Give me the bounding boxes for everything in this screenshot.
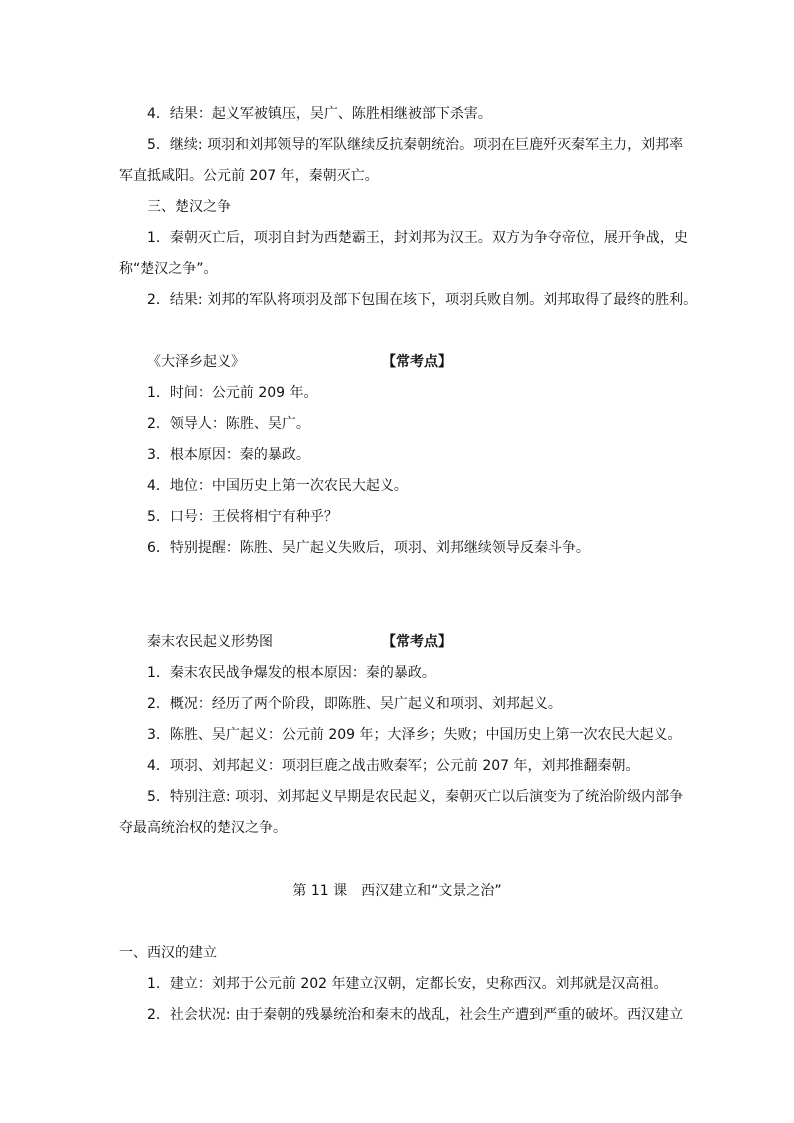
list-item: 4．地位：中国历史上第一次农民大起义。 — [147, 478, 408, 494]
list-item: 5．口号：王侯将相宁有种乎？ — [147, 509, 338, 525]
continue-line-2: 军直抵咸阳。公元前 207 年，秦朝灭亡。 — [119, 168, 379, 184]
section-heading-xihan: 一、西汉的建立 — [119, 945, 217, 961]
list-item: 2．概况：经历了两个阶段，即陈胜、吴广起义和项羽、刘邦起义。 — [147, 696, 562, 712]
uprising-map-title: 秦末农民起义形势图 — [147, 634, 273, 650]
list-item: 1．时间：公元前 209 年。 — [147, 385, 318, 401]
result-line: 4．结果：起义军被镇压，吴广、陈胜相继被部下杀害。 — [147, 106, 492, 122]
lesson-title: 第 11 课 西汉建立和“文景之治” — [292, 883, 502, 899]
section-heading-chuhan: 三、楚汉之争 — [147, 199, 231, 215]
continue-line: 5．继续: 项羽和刘邦领导的军队继续反抗秦朝统治。项羽在巨鹿歼灭秦军主力，刘邦率 — [147, 137, 684, 153]
list-item: 5．特别注意: 项羽、刘邦起义早期是农民起义，秦朝灭亡以后演变为了统治阶级内部争 — [147, 789, 684, 805]
list-item: 4．项羽、刘邦起义：项羽巨鹿之战击败秦军；公元前 207 年，刘邦推翻秦朝。 — [147, 758, 640, 774]
chuhan-line-2: 2．结果: 刘邦的军队将项羽及部下包围在垓下，项羽兵败自刎。刘邦取得了最终的胜利。 — [147, 292, 698, 308]
chuhan-line-1: 1．秦朝灭亡后，项羽自封为西楚霸王，封刘邦为汉王。双方为争夺帝位，展开争战，史 — [147, 230, 688, 246]
chuhan-line-1b: 称“楚汉之争”。 — [119, 261, 218, 277]
dazexiang-title: 《大泽乡起义》 — [147, 354, 245, 370]
xihan-line-1: 1．建立：刘邦于公元前 202 年建立汉朝，定都长安，史称西汉。刘邦就是汉高祖。 — [147, 976, 668, 992]
key-point-tag: 【常考点】 — [382, 634, 452, 650]
list-item-continuation: 夺最高统治权的楚汉之争。 — [119, 820, 287, 836]
key-point-tag: 【常考点】 — [382, 354, 452, 370]
list-item: 6．特别提醒：陈胜、吴广起义失败后，项羽、刘邦继续领导反秦斗争。 — [147, 540, 590, 556]
list-item: 2．领导人：陈胜、吴广。 — [147, 416, 310, 432]
xihan-line-2: 2．社会状况: 由于秦朝的残暴统治和秦末的战乱，社会生产遭到严重的破坏。西汉建立 — [147, 1007, 684, 1023]
list-item: 1．秦末农民战争爆发的根本原因：秦的暴政。 — [147, 665, 436, 681]
list-item: 3．陈胜、吴广起义：公元前 209 年；大泽乡；失败；中国历史上第一次农民大起义。 — [147, 727, 682, 743]
list-item: 3．根本原因：秦的暴政。 — [147, 447, 310, 463]
